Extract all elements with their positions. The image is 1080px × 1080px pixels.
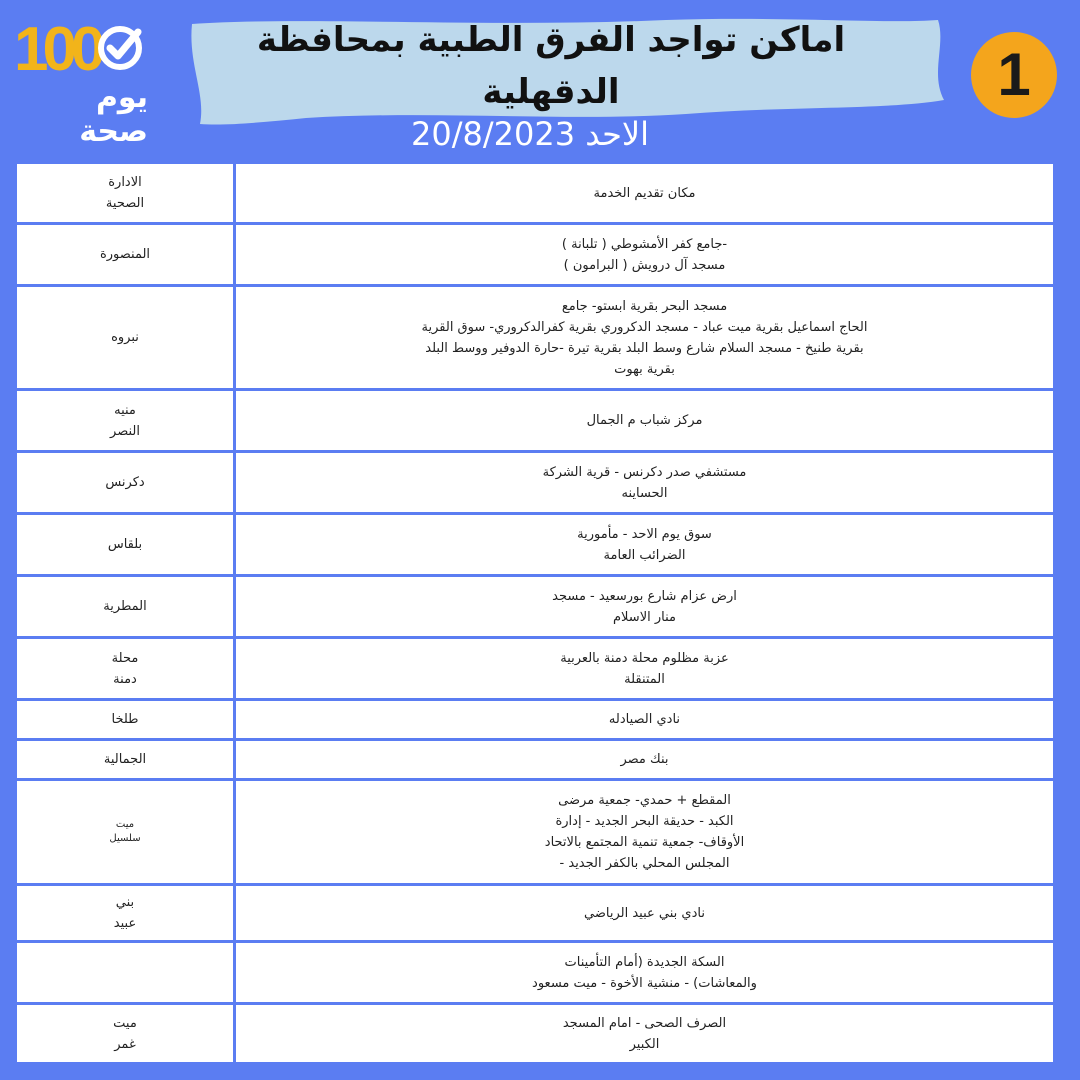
- row-location: مركز شباب م الجمال: [235, 390, 1055, 452]
- row-region: طلخا: [16, 700, 235, 740]
- header-location: مكان تقديم الخدمة: [235, 163, 1055, 224]
- table-row: [16, 700, 1055, 740]
- row-location: -جامع كفر الأمشوطي ( تلبانة ) مسجد آل درويش ( البرامون ): [235, 224, 1055, 286]
- table-row: [16, 638, 1055, 700]
- row-region: بلقاس: [16, 514, 235, 576]
- row-region: الجمالية: [16, 740, 235, 780]
- row-region: نبروه: [16, 286, 235, 390]
- header-region: الادارة الصحية: [16, 163, 235, 224]
- page-date: الاحد 20/8/2023: [411, 115, 649, 153]
- row-location: ارض عزام شارع بورسعيد - مسجد منار الاسلام: [235, 576, 1055, 638]
- table-row: [16, 942, 1055, 1004]
- row-location: المقطع + حمدي- جمعية مرضى الكبد - حديقة البحر الجديد - إدارة الأوقاف- جمعية تنمية المجتمع بالاتحاد المجلس المحلي بالكفر الجديد -: [235, 780, 1055, 885]
- page-number-badge: 1: [971, 32, 1057, 118]
- row-location: الصرف الصحى - امام المسجد الكبير: [235, 1004, 1055, 1064]
- row-region: [16, 942, 235, 1004]
- row-region: منيه النصر: [16, 390, 235, 452]
- table-row: [16, 885, 1055, 942]
- row-region: المطرية: [16, 576, 235, 638]
- table-row: [16, 1004, 1055, 1064]
- row-region: محلة دمنة: [16, 638, 235, 700]
- row-region: ميت سلسيل: [16, 780, 235, 885]
- table-header-row: [16, 163, 1055, 224]
- row-location: مسجد البحر بقرية ابستو- جامع الحاج اسماعيل بقرية ميت عباد - مسجد الدكروري بقرية كفرالدكروري- سوق القرية بقرية طنيخ - مسجد السلام شارع وسط البلد بقرية تيرة -حارة الدوفير ووسط البلد بقرية بهوت: [235, 286, 1055, 390]
- table-row: [16, 514, 1055, 576]
- check-icon: [98, 26, 142, 70]
- row-region: ميت غمر: [16, 1004, 235, 1064]
- row-location: مستشفي صدر دكرنس - قرية الشركة الحساينه: [235, 452, 1055, 514]
- row-region: بني عبيد: [16, 885, 235, 942]
- row-region: دكرنس: [16, 452, 235, 514]
- logo: [10, 12, 150, 152]
- table-row: [16, 224, 1055, 286]
- table-row: [16, 452, 1055, 514]
- table-row: [16, 576, 1055, 638]
- page-title: اماكن تواجد الفرق الطبية بمحافظة الدقهلية: [256, 20, 846, 112]
- table-row: [16, 390, 1055, 452]
- row-location: عزبة مظلوم محلة دمنة بالعربية المتنقلة: [235, 638, 1055, 700]
- row-location: نادي بني عبيد الرياضي: [235, 885, 1055, 942]
- logo-word-day: يوم: [95, 80, 148, 115]
- table-row: [16, 780, 1055, 885]
- logo-word-health: صحة: [79, 114, 148, 149]
- locations-table: [14, 161, 1056, 1065]
- row-location: نادي الصيادله: [235, 700, 1055, 740]
- row-location: السكة الجديدة (أمام التأمينات والمعاشات) - منشية الأخوة - ميت مسعود: [235, 942, 1055, 1004]
- row-region: المنصورة: [16, 224, 235, 286]
- logo-number: 100: [14, 15, 100, 84]
- row-location: بنك مصر: [235, 740, 1055, 780]
- table-row: [16, 740, 1055, 780]
- table-row: [16, 286, 1055, 390]
- row-location: سوق يوم الاحد - مأمورية الضرائب العامة: [235, 514, 1055, 576]
